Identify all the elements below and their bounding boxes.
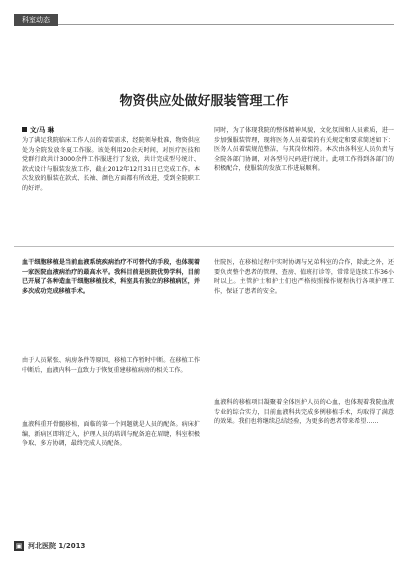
paragraph-2: 同时，为了体现我院的整体精神风貌，文化氛围和人员素质，进一步加强服装管理，现将医务人员着装的有关规定和要求简述如下：医务人员着装规范整洁，与其岗位相符。本次由各科室人员负责与全院各部门协调，对各型号尺码进行统计。此项工作得到各部门的积极配合，使服装的发放工作进展顺利。 [214,127,394,173]
bullet-icon [22,127,27,132]
section-divider [14,246,394,247]
paragraph-5: 血液科重开骨髓移植，面临的第一个问题就是人员的配备。病床扩编，新病区即将迁入，护理人员的培训与配备迫在眉睫，科室积极争取、多方协调，最终完成人员配备。 [22,421,200,448]
journal-logo-icon: ▣ [15,542,23,550]
author-name: 文/马 琳 [30,126,55,134]
section-tag: 科室动态 [14,14,58,26]
paragraph-7: 血液科的移植项目凝聚着全体医护人员的心血，也体现着我院血液专业的综合实力，目前血液科共完成多例移植手术，均取得了满意的效果。我们也将继续总结经验，为更多的患者带来希望…… [214,399,394,426]
header-rule [58,24,394,25]
journal-issue: 河北医院 1/2013 [28,542,86,550]
paragraph-4: 由于人员紧张、病房条件等原因，移植工作暂时中断。在移植工作中断后，血液内科一直致力于恢复重建移植病房的相关工作。 [22,357,200,374]
section-header [14,14,394,26]
article-author [22,126,202,135]
page-footer [14,540,394,554]
paragraph-3: 血干细胞移植是当前血液系统疾病治疗不可替代的手段，也体现着一家医院血液病治疗的最高水平。我科目前是医院优势学科，目前已开展了各种造血干细胞移植技术，科室具有独立的移植病区，并多次成功完成移植手术。 [22,259,200,295]
paragraph-1: 为了满足我院临床工作人员的着装需求，经院领导批准，物资供应处为全院发放冬夏工作服。该处利用20余天时间，对医疗医技和党群行政共计3000余件工作服进行了发放，共计完成型号统计、款式设计与服装发放工作，截止2012年12月31日已完成工作。本次发放的服装在款式、长袖、颜色方面都有所改进，受到全院职工的好评。 [22,137,200,192]
paragraph-6: 住院医，在移植过程中实时协调与兄弟科室的合作，除此之外，还要负责整个患者的管理、查房、值班打诊等，常常是连续工作36小时以上。主管护士和护士们也严格按照操作规程执行各项护理工作，保证了患者的安全。 [214,259,394,295]
article-title: 物资供应处做好服装管理工作 [119,94,289,109]
